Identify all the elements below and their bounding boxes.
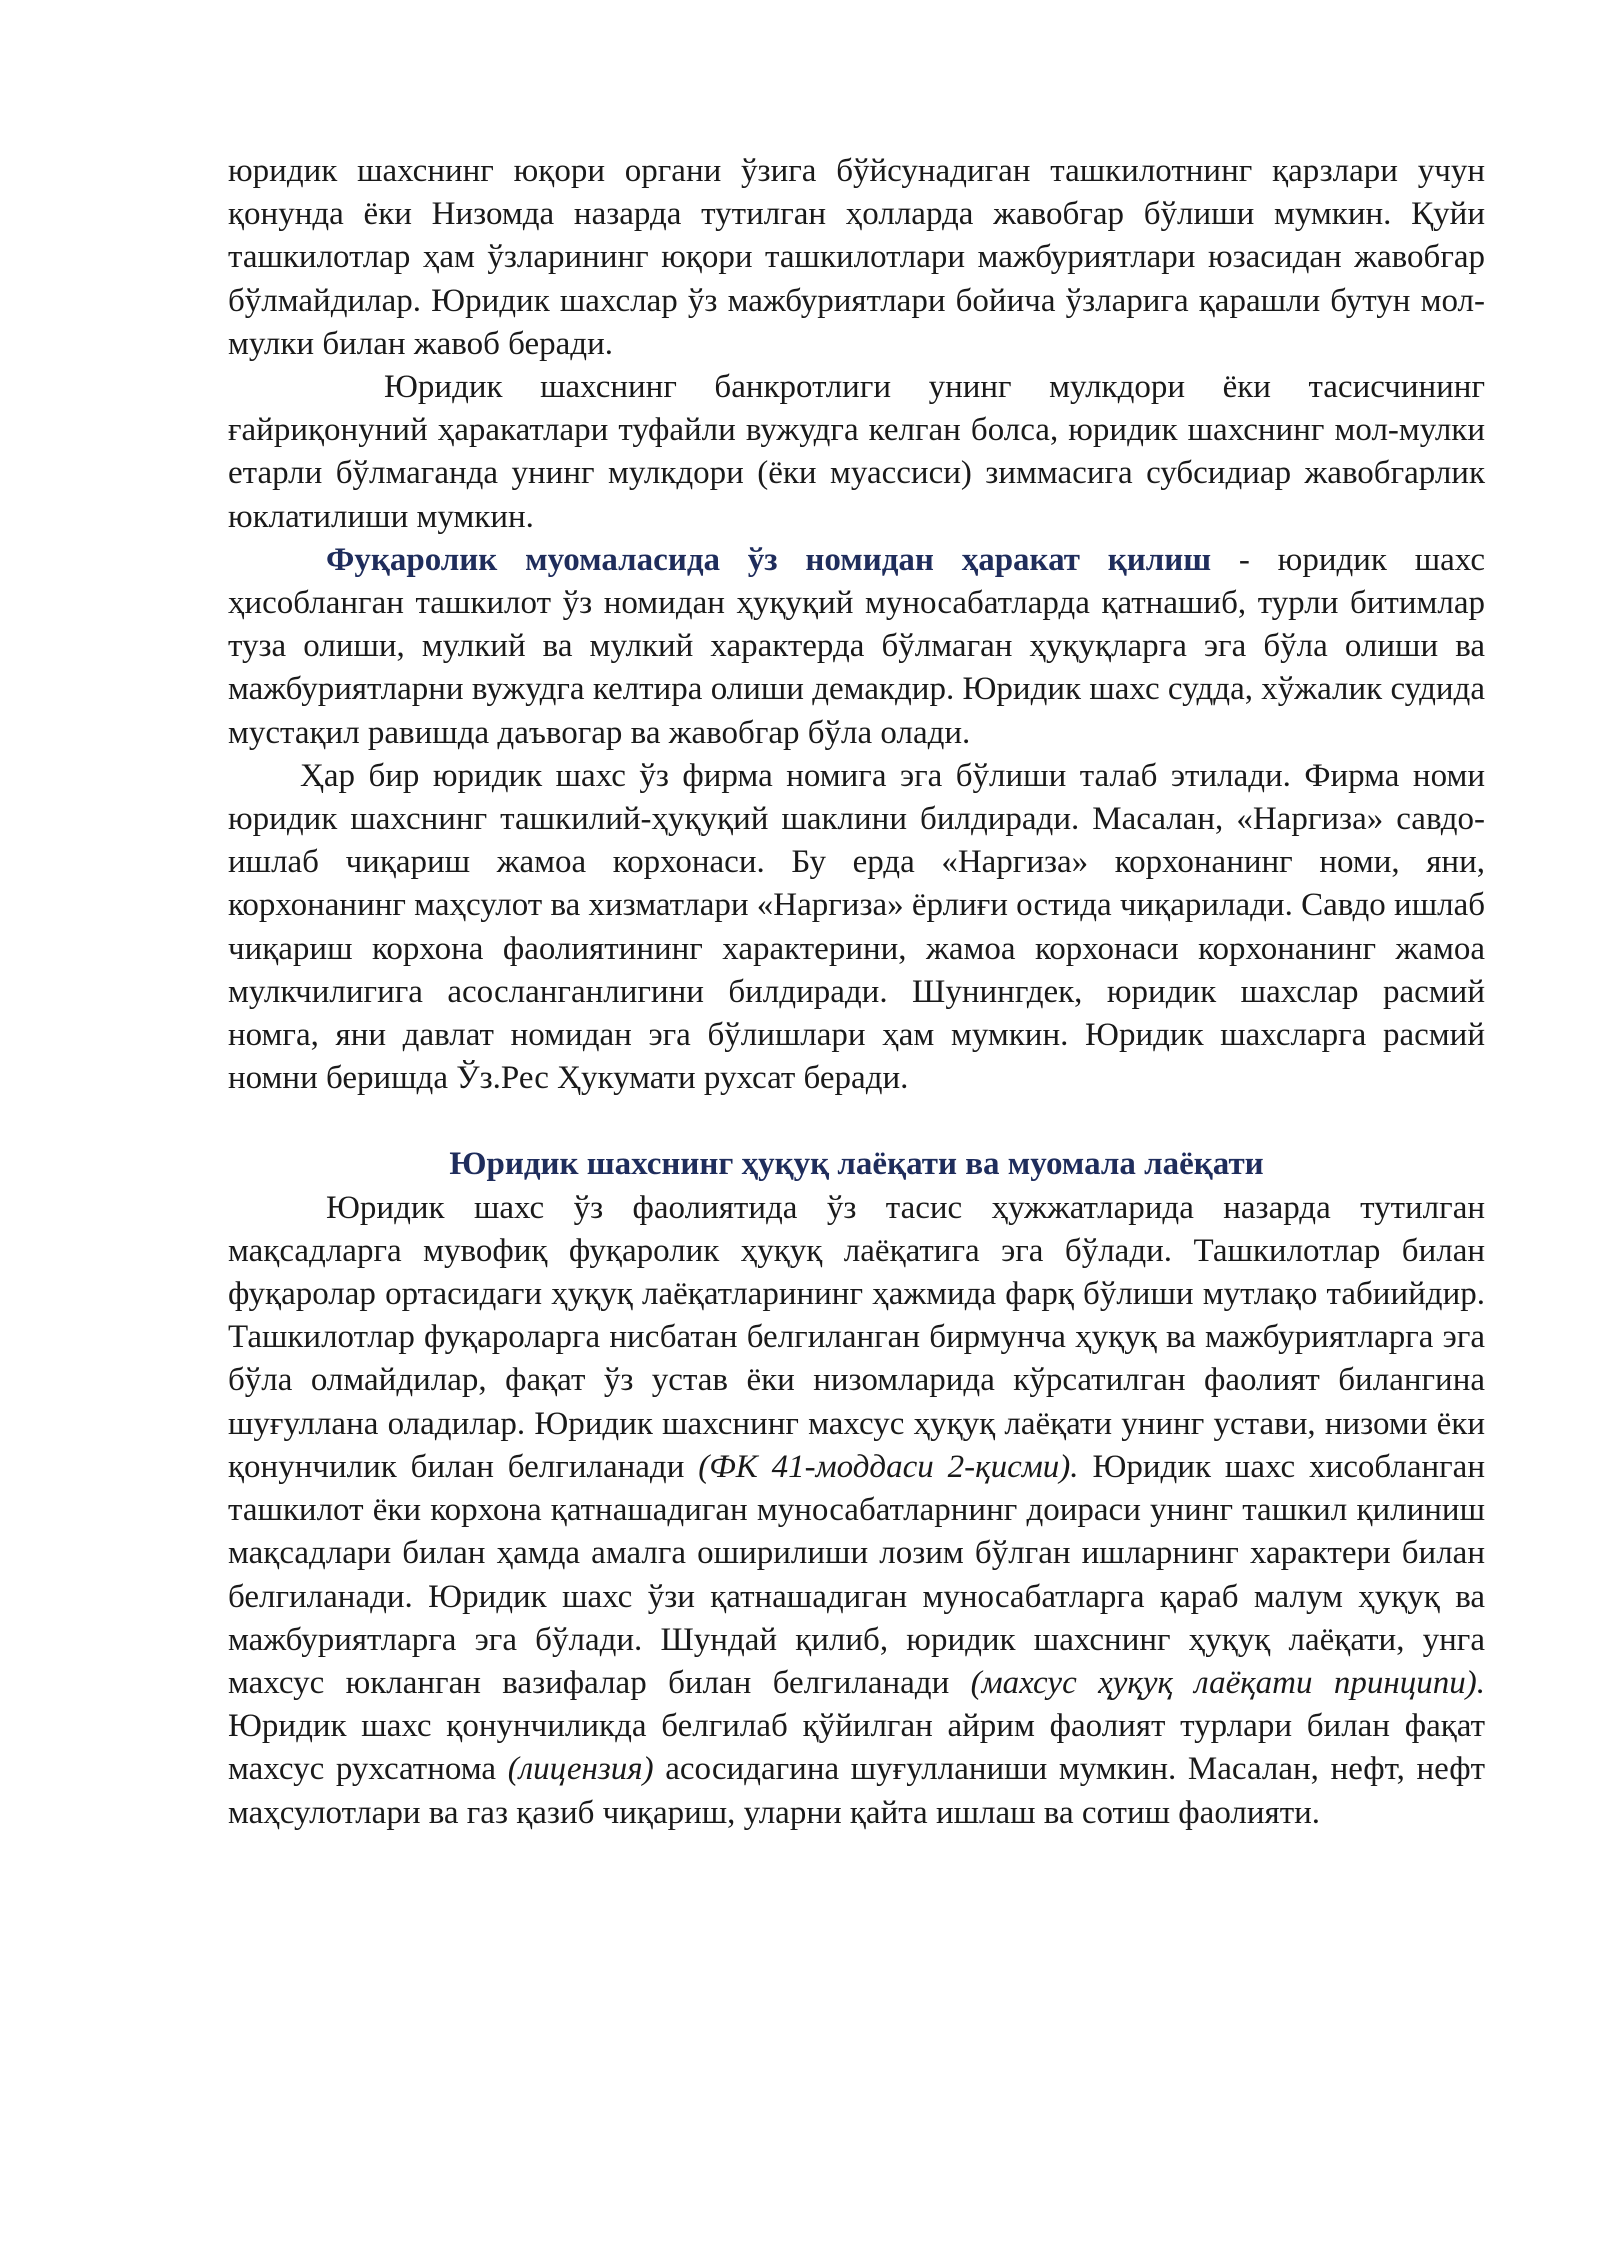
license-italic: (лицензия) [507,1751,654,1788]
document-page [228,150,1485,1835]
principle-italic: (махсус ҳуқуқ лаёқати принципи). [970,1664,1485,1701]
paragraph-civil-circulation-text: - юридик шахс ҳисобланган ташкилот ўз номидан ҳуқуқий муносабатларда қатнашиб, турли битимлар туза олиши, мулкий ва мулкий характерда бўлмаган ҳуқуқларга эга бўла олиши ва мажбуриятларни вужудга келтира олиши демакдир. Юридик шахс судда, хўжалик судида мустақил равишда даъвогар ва жавобгар бўла олади. [228,541,1485,751]
legal-capacity-text-d: асосидагина шуғулланиши мумкин. Масалан, нефт, нефт маҳсулотлари ва газ қазиб чиқариш, уларни қайта ишлаш ва сотиш фаолияти. [228,1751,1485,1831]
paragraph-bankruptcy: Юридик шахснинг банкротлиги унинг мулкдори ёки тасисчининг ғайриқонуний ҳаракатлари туфайли вужудга келган болса, юридик шахснинг мол-мулки етарли бўлмаганда унинг мулкдори (ёки муассиси) зиммасига субсидиар жавобгарлик юклатилиши мумкин. [228,369,1485,535]
legal-capacity-text-b: Юридик шахс хисобланган ташкилот ёки корхона қатнашадиган муносабатларнинг доираси унинг ташкил қилиниш мақсадлари билан ҳамда амалга оширилиши лозим бўлган ишларнинг характери билан белгиланади. Юридик шахс ўзи қатнашадиган муносабатларга қараб малум ҳуқуқ ва мажбуриятларга эга бўлади. Шундай қилиб, юридик шахснинг ҳуқуқ лаёқати, унга махсус юкланган вазифалар билан белгиланади [228,1448,1485,1701]
section-heading: Юридик шахснинг ҳуқуқ лаёқати ва муомала лаёқати [449,1146,1264,1183]
paragraph-civil-circulation [228,539,1485,755]
legal-reference-italic: (ФК 41-моддаси 2-қисми). [698,1448,1079,1485]
paragraph-liability: юридик шахснинг юқори органи ўзига бўйсунадиган ташкилотнинг қарзлари учун қонунда ёки Низомда назарда тутилган ҳолларда жавобгар бўлиши мумкин. Қуйи ташкилотлар ҳам ўзларининг юқори ташкилотлари мажбуриятлари юзасидан жавобгар бўлмайдилар. Юридик шахслар ўз мажбуриятлари бойича ўзларига қарашли бутун мол-мулки билан жавоб беради. [228,153,1485,362]
highlighted-term: Фуқаролик муомаласида ўз номидан ҳаракат қилиш [326,541,1212,578]
legal-capacity-text-c: Юридик шахс қонунчиликда белгилаб қўйилган айрим фаолият турлари билан фақат махсус рухсатнома [228,1708,1485,1788]
paragraph-legal-capacity [228,1187,1485,1835]
paragraph-firm-name: Ҳар бир юридик шахс ўз фирма номига эга бўлиши талаб этилади. Фирма номи юридик шахснинг ташкилий-ҳуқуқий шаклини билдиради. Масалан, «Наргиза» савдо-ишлаб чиқариш жамоа корхонаси. Бу ерда «Наргиза» корхонанинг номи, яни, корхонанинг маҳсулот ва хизматлари «Наргиза» ёрлиғи остида чиқарилади. Савдо ишлаб чиқариш корхона фаолиятининг характерини, жамоа корхонаси корхонанинг жамоа мулкчилигига асосланганлигини билдиради. Шунингдек, юридик шахслар расмий номга, яни давлат номидан эга бўлишлари ҳам мумкин. Юридик шахсларга расмий номни беришда Ўз.Рес Ҳукумати рухсат беради. [228,757,1486,1097]
legal-capacity-text-a: Юридик шахс ўз фаолиятида ўз тасис ҳужжатларида назарда тутилган мақсадларга мувофиқ фуқаролик ҳуқуқ лаёқатига эга бўлади. Ташкилотлар билан фуқаролар ортасидаги ҳуқуқ лаёқатларининг ҳажмида фарқ бўлиши мутлақо табиийдир. Ташкилотлар фуқароларга нисбатан белгиланган бирмунча ҳуқуқ ва мажбуриятларга эга бўла олмайдилар, фақат ўз устав ёки низомларида кўрсатилган фаолият билангина шуғуллана оладилар. Юридик шахснинг махсус ҳуқуқ лаёқати унинг устави, низоми ёки қонунчилик билан белгиланади [228,1189,1485,1485]
